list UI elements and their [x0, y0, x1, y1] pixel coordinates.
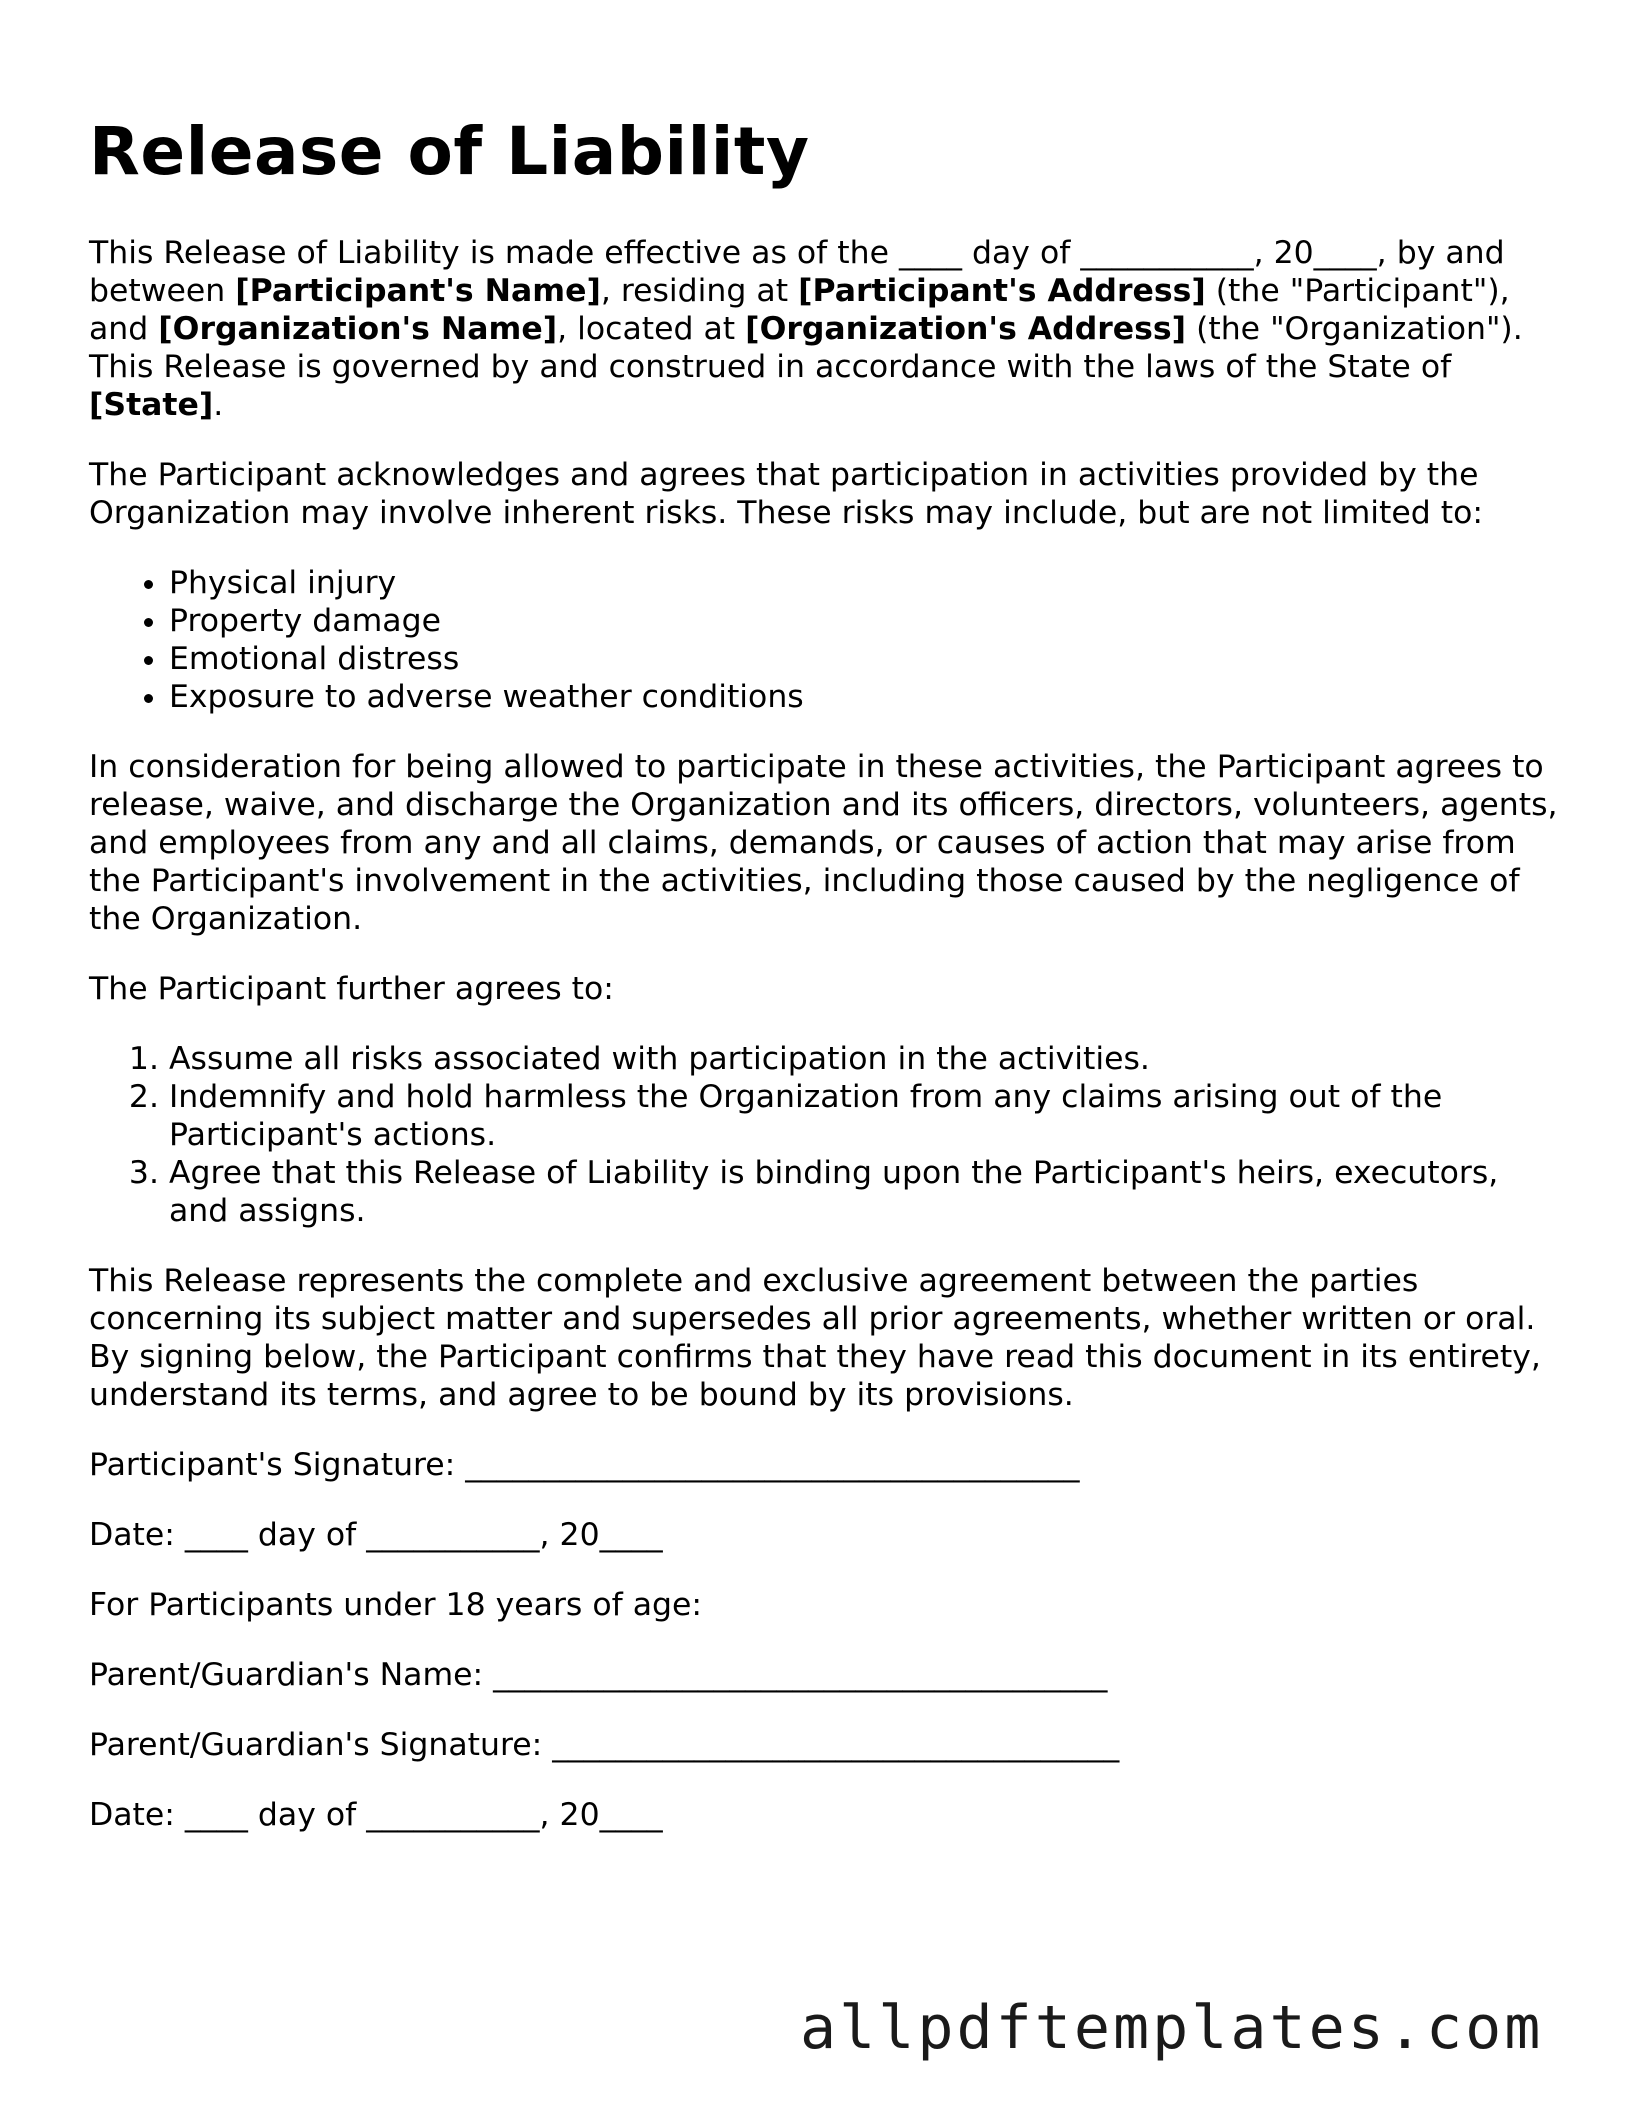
further-agrees-paragraph: The Participant further agrees to:: [89, 971, 614, 1007]
guardian-name-field[interactable]: Parent/Guardian's Name: _______________________________________: [89, 1657, 1108, 1693]
intro-text-6: .: [213, 387, 224, 423]
list-item: 3. Agree that this Release of Liability is binding upon the Participant's heirs, executors, and assigns.: [169, 1154, 1559, 1230]
signature-block: [89, 1446, 1559, 1834]
intro-text-1: This Release of Liability is made effective as of the ____ day of ___________, 20____, by and between: [89, 235, 1505, 309]
list-item: • Physical injury: [169, 564, 1559, 602]
document-body: [89, 234, 1559, 1866]
risks-intro-paragraph: The Participant acknowledges and agrees that participation in activities provided by the Organization may involve inherent risks. These risks may include, but are not limited to:: [89, 457, 1484, 531]
guardian-signature-field[interactable]: Parent/Guardian's Signature: ____________________________________: [89, 1727, 1120, 1763]
further-agrees-list: [89, 1040, 1559, 1230]
participant-date-field[interactable]: Date: ____ day of ___________, 20____: [89, 1517, 663, 1553]
consideration-paragraph: In consideration for being allowed to participate in these activities, the Participant agrees to release, waive, and discharge the Organization and its officers, directors, volunteers, agents, and employees from any and all claims, demands, or causes of action that may arise from the Participant's involvement in the activities, including those caused by the negligence of the Organization.: [89, 749, 1558, 937]
guardian-date-field[interactable]: Date: ____ day of ___________, 20____: [89, 1797, 663, 1833]
intro-text-5: (the "Organization"). This Release is governed by and construed in accordance with the laws of the State of: [89, 311, 1523, 385]
list-item: • Property damage: [169, 602, 1559, 640]
intro-text-4: , located at: [557, 311, 746, 347]
intro-text-2: , residing at: [600, 273, 799, 309]
list-item: • Exposure to adverse weather conditions: [169, 678, 1559, 716]
participant-address-placeholder: [Participant's Address]: [798, 273, 1206, 309]
risks-list: [89, 564, 1559, 716]
participant-name-placeholder: [Participant's Name]: [235, 273, 601, 309]
list-item: 1. Assume all risks associated with participation in the activities.: [169, 1040, 1559, 1078]
minors-note: For Participants under 18 years of age:: [89, 1587, 703, 1623]
intro-text-3: (the "Participant"), and: [89, 273, 1510, 347]
entire-agreement-paragraph: This Release represents the complete and exclusive agreement between the parties concerning its subject matter and supersedes all prior agreements, whether written or oral. By signing below, the Participant confirms that they have read this document in its entirety, understand its terms, and agree to be bound by its provisions.: [89, 1263, 1541, 1413]
list-item: • Emotional distress: [169, 640, 1559, 678]
list-item: 2. Indemnify and hold harmless the Organization from any claims arising out of the Participant's actions.: [169, 1078, 1559, 1154]
intro-paragraph: [89, 234, 1559, 424]
organization-name-placeholder: [Organization's Name]: [158, 311, 558, 347]
organization-address-placeholder: [Organization's Address]: [745, 311, 1187, 347]
watermark: allpdftemplates.com: [800, 1993, 1544, 2063]
participant-signature-field[interactable]: Participant's Signature: _______________________________________: [89, 1447, 1080, 1483]
state-placeholder: [State]: [89, 387, 214, 423]
page-title: Release of Liability: [89, 113, 810, 190]
